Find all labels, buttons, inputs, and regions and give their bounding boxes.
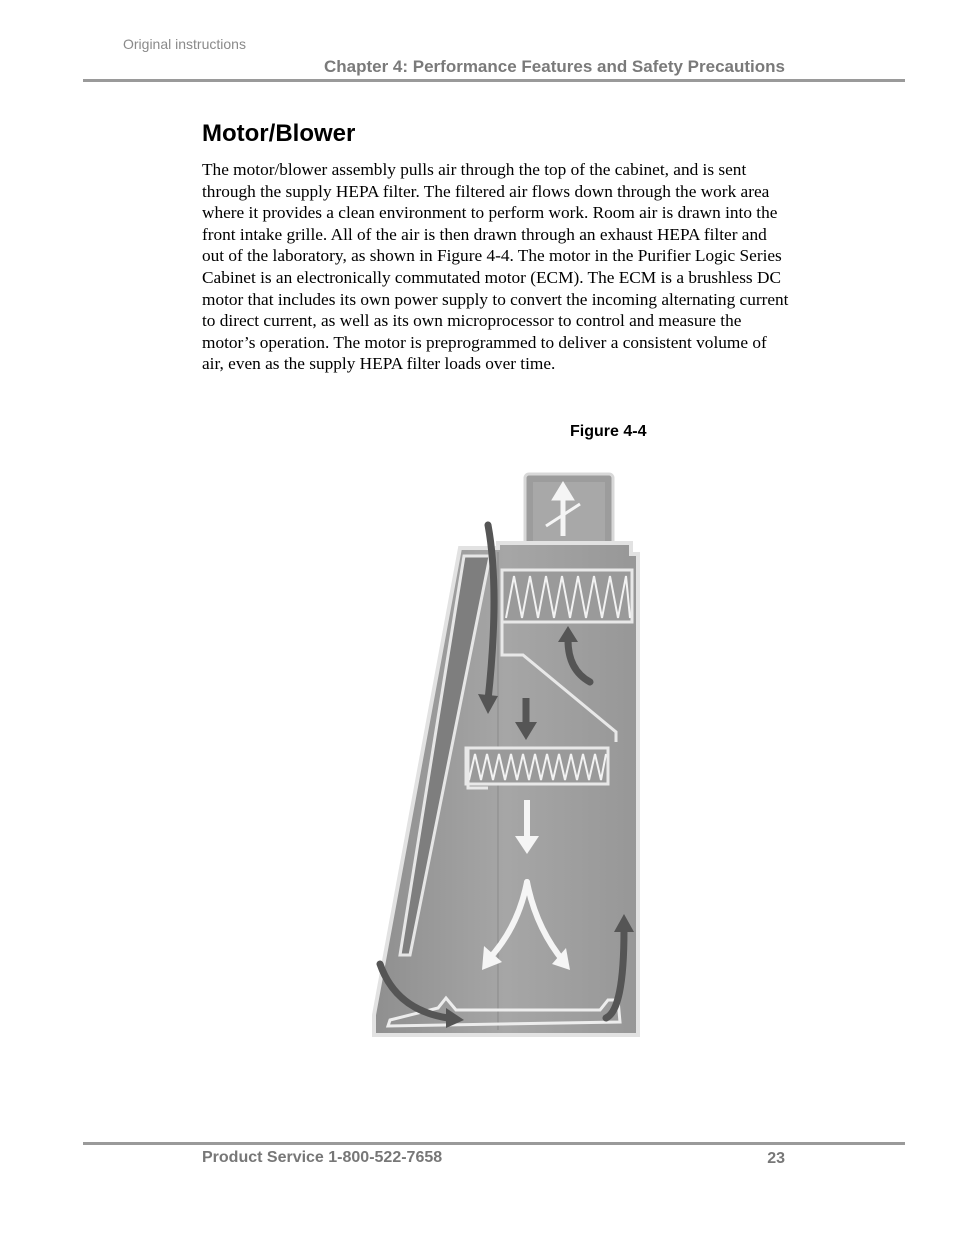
header-rule (83, 79, 905, 82)
exhaust-hepa-filter (502, 570, 632, 622)
page-number: 23 (767, 1150, 785, 1167)
airflow-diagram (368, 470, 648, 1040)
supply-hepa-filter (466, 748, 608, 788)
product-service-phone: Product Service 1-800-522-7658 (202, 1149, 443, 1166)
section-body: The motor/blower assembly pulls air through the top of the cabinet, and is sent through the supply HEPA filter. The filtered air flows down through the work area where it provides a clean environment to perform work. Room air is drawn into the front intake grille. All of the air is then drawn through an exhaust HEPA filter and out of the laboratory, as shown in Figure 4-4. The motor in the Purifier Logic Series Cabinet is an electronically commutated motor (ECM). The ECM is a brushless DC motor that includes its own power supply to convert the incoming alternating current to direct current, as well as its own microprocessor to control and measure the motor’s operation. The motor is preprogrammed to deliver a consistent volume of air, even as the supply HEPA filter loads over time. (202, 160, 789, 374)
footer-rule (83, 1142, 905, 1145)
chapter-header: Chapter 4: Performance Features and Safety Precautions (323, 57, 785, 76)
section-title: Motor/Blower (202, 120, 356, 147)
original-instructions-note: Original instructions (123, 36, 246, 52)
figure-label: Figure 4-4 (570, 423, 647, 440)
